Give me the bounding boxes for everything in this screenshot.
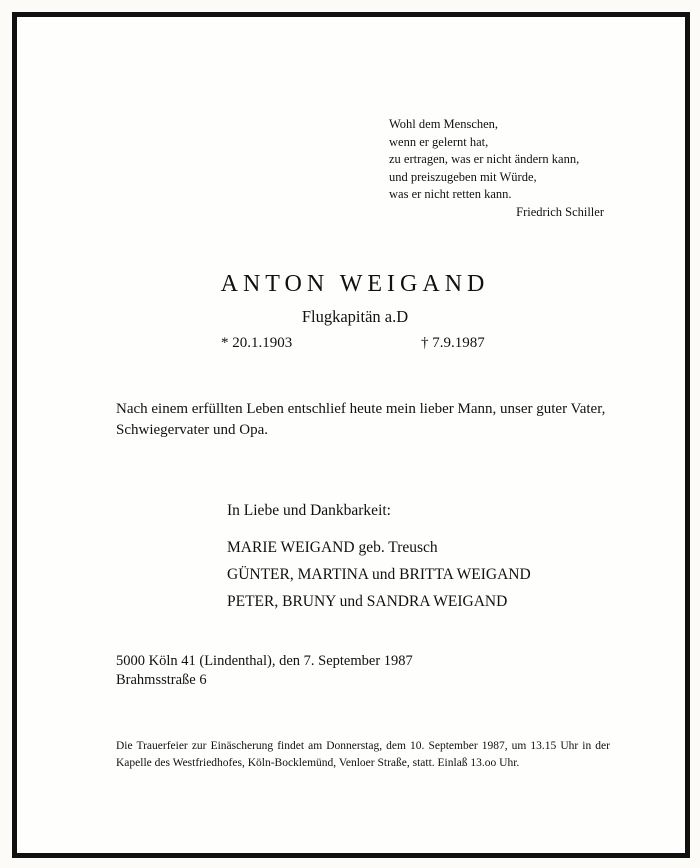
deceased-name: ANTON WEIGAND bbox=[220, 271, 490, 297]
schiller-quote bbox=[389, 116, 604, 221]
quote-line: was er nicht retten kann. bbox=[389, 187, 512, 201]
address-block bbox=[116, 652, 413, 690]
funeral-notice: Die Trauerfeier zur Einäscherung findet am Donnerstag, dem 10. September 1987, um 13.15 Uhr in der Kapelle des Westfriedhofes, Köln-Bocklemünd, Venloer Straße, statt. Einlaß 13.oo Uhr. bbox=[116, 740, 610, 769]
quote-author: Friedrich Schiller bbox=[516, 204, 604, 219]
deceased-title: Flugkapitän a.D bbox=[301, 307, 409, 326]
obituary-message: Nach einem erfüllten Leben entschlief heute mein lieber Mann, unser guter Vater, Schwiegervater und Opa. bbox=[116, 401, 606, 438]
address-place-date: 5000 Köln 41 (Lindenthal), den 7. September 1987 bbox=[116, 653, 413, 669]
mourner-entry: GÜNTER, MARTINA und BRITTA WEIGAND bbox=[227, 566, 531, 583]
closing-phrase: In Liebe und Dankbarkeit: bbox=[227, 502, 391, 519]
birth-date: * 20.1.1903 bbox=[221, 335, 293, 351]
death-date: † 7.9.1987 bbox=[421, 335, 485, 351]
quote-line: Wohl dem Menschen, bbox=[389, 117, 499, 131]
mourner-entry: PETER, BRUNY und SANDRA WEIGAND bbox=[227, 593, 508, 610]
mourner-entry: MARIE WEIGAND geb. Treusch bbox=[227, 539, 438, 556]
quote-line: und preiszugeben mit Würde, bbox=[389, 169, 537, 184]
address-street: Brahmsstraße 6 bbox=[116, 672, 207, 688]
black-border-frame bbox=[12, 12, 690, 858]
mourners-list bbox=[227, 534, 531, 615]
quote-line: wenn er gelernt hat, bbox=[389, 134, 489, 149]
quote-line: zu ertragen, was er nicht ändern kann, bbox=[389, 152, 580, 166]
